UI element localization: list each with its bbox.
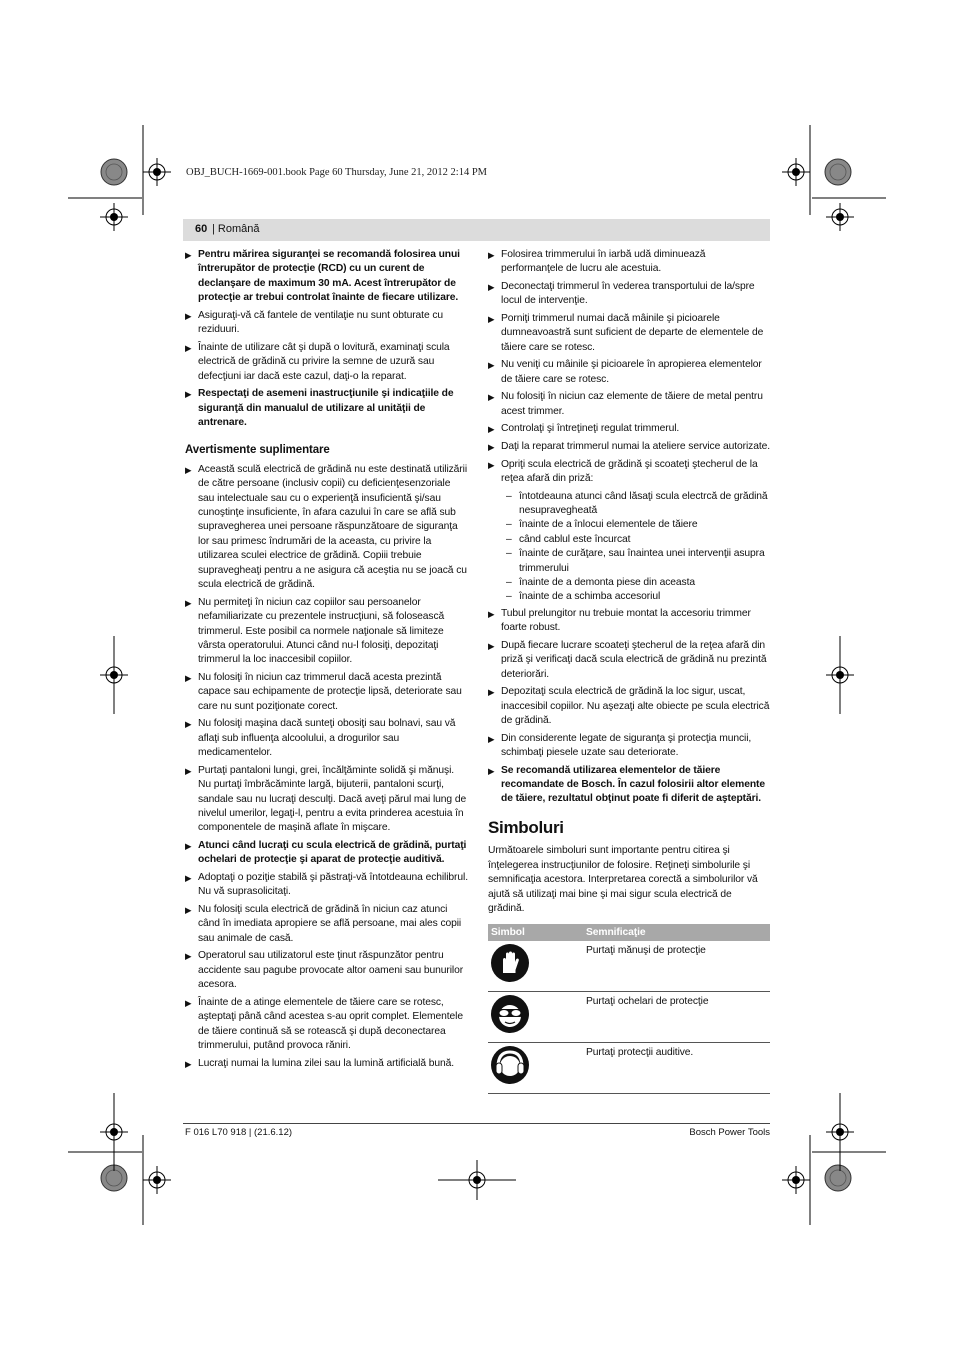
footer-divider xyxy=(183,1123,770,1124)
symbol-cell xyxy=(488,1043,583,1094)
list-item xyxy=(185,717,468,760)
symbols-table xyxy=(488,924,770,1094)
right-top-list xyxy=(488,248,770,486)
table-row xyxy=(488,1043,770,1094)
list-item-text: Operatorul sau utilizatorul este ţinut răspunzător pentru accidente sau pagube provocate altor oameni sau bunurilor acesora. xyxy=(198,950,464,991)
list-item xyxy=(185,996,468,1054)
list-item xyxy=(488,390,770,419)
header-meaning: Semnificaţie xyxy=(583,924,770,941)
list-item xyxy=(185,839,468,868)
bullet-arrow-icon: ▶ xyxy=(185,904,192,915)
list-item xyxy=(185,341,468,384)
bullet-arrow-icon: ▶ xyxy=(488,392,495,403)
list-item xyxy=(488,358,770,387)
list-item xyxy=(185,903,468,946)
list-item xyxy=(488,458,770,487)
bullet-arrow-icon: ▶ xyxy=(488,687,495,698)
dash-marker: – xyxy=(506,533,512,545)
list-item-text: înainte de a demonta piese din aceasta xyxy=(519,577,695,589)
bullet-arrow-icon: ▶ xyxy=(185,464,192,475)
meaning-cell: Purtaţi mănuşi de protecţie xyxy=(583,941,770,992)
sub-list-item xyxy=(488,576,770,590)
list-item xyxy=(488,422,770,436)
footer-brand: Bosch Power Tools xyxy=(689,1127,770,1138)
list-item-text: înainte de a schimba accesoriul xyxy=(519,591,661,603)
symbol-cell xyxy=(488,941,583,992)
bullet-arrow-icon: ▶ xyxy=(185,672,192,683)
dash-marker: – xyxy=(506,519,512,531)
table-row xyxy=(488,941,770,992)
list-item-text: Nu veniţi cu mâinile şi picioarele în apropierea elementelor de tăiere care se rotesc. xyxy=(501,359,762,385)
list-item-text: Folosirea trimmerului în iarbă udă diminuează performanţele de lucru ale acestuia. xyxy=(501,249,706,275)
bullet-arrow-icon: ▶ xyxy=(185,765,192,776)
list-item-text: După fiecare lucrare scoateţi ştecherul de la reţea afară din priză şi verificaţi dacă scula electrică de grădină nu prezintă deteriorări. xyxy=(501,639,767,680)
meaning-cell: Purtaţi ochelari de protecţie xyxy=(583,992,770,1043)
dash-marker: – xyxy=(506,577,512,589)
meaning-cell: Purtaţi protecţii auditive. xyxy=(583,1043,770,1094)
right-sub-list xyxy=(488,490,770,605)
bullet-arrow-icon: ▶ xyxy=(185,597,192,608)
list-item-text: înainte de curăţare, sau înaintea unei intervenţii asupra trimmerului xyxy=(519,548,765,574)
list-item xyxy=(185,764,468,836)
list-item xyxy=(488,764,770,807)
bullet-arrow-icon: ▶ xyxy=(488,250,495,260)
sub-list-item xyxy=(488,547,770,576)
bullet-arrow-icon: ▶ xyxy=(488,282,495,292)
list-item xyxy=(488,732,770,761)
bullet-arrow-icon: ▶ xyxy=(185,872,192,883)
list-item xyxy=(185,309,468,338)
bullet-arrow-icon: ▶ xyxy=(488,424,495,435)
page-number: 60 xyxy=(195,223,208,235)
list-item-text: Atunci când lucraţi cu scula electrică de grădină, purtaţi ochelari de protecţie şi aparat de protecţie auditivă. xyxy=(198,839,467,866)
bullet-arrow-icon: ▶ xyxy=(185,840,192,851)
list-item-text: Tubul prelungitor nu trebuie montat la accesoriu trimmer foarte robust. xyxy=(501,607,751,634)
bullet-arrow-icon: ▶ xyxy=(185,342,192,353)
bullet-arrow-icon: ▶ xyxy=(185,719,192,730)
bullet-arrow-icon: ▶ xyxy=(185,250,192,260)
list-item xyxy=(185,949,468,992)
table-row xyxy=(488,992,770,1043)
page-header-bar xyxy=(183,219,770,241)
list-item-text: Din considerente legate de siguranţa şi protecţia muncii, schimbaţi piesele uzate sau deteriorate. xyxy=(501,732,752,759)
symbols-intro: Următoarele simboluri sunt importante pentru citirea şi înţelegerea instrucţiunilor de folosire. Reţineţi simbolurile şi semnificaţia acestora. Interpretarea corectă a simbolurilor vă ajută să utilizaţi mai bine şi mai sigur scula electrică de grădină. xyxy=(488,845,758,914)
right-column xyxy=(488,248,770,1094)
ear-protection-icon xyxy=(490,1045,530,1085)
bullet-arrow-icon: ▶ xyxy=(488,608,495,619)
list-item xyxy=(185,1057,468,1071)
list-item xyxy=(488,685,770,728)
list-item-text: Nu folosiţi în niciun caz elemente de tăiere de metal pentru acest trimmer. xyxy=(501,391,763,417)
dash-marker: – xyxy=(506,591,512,603)
list-item-text: Asiguraţi-vă că fantele de ventilaţie nu sunt obturate cu reziduuri. xyxy=(198,309,444,336)
safety-goggles-icon xyxy=(490,994,530,1034)
list-item-text: Porniţi trimmerul numai dacă mâinile şi picioarele dumneavoastră sunt suficient de departe de elementele de tăiere care se rotesc. xyxy=(501,313,764,353)
list-item-text: când cablul este încurcat xyxy=(519,533,631,545)
list-item xyxy=(185,463,468,593)
bullet-arrow-icon: ▶ xyxy=(185,951,192,962)
bullet-arrow-icon: ▶ xyxy=(488,765,495,776)
list-item-text: Daţi la reparat trimmerul numai la ateliere service autorizate. xyxy=(501,441,770,452)
list-item xyxy=(488,639,770,682)
symbols-table-header xyxy=(488,924,770,941)
header-symbol: Simbol xyxy=(488,924,583,941)
list-item-text: Se recomandă utilizarea elementelor de tăiere recomandate de Bosch. În cazul folosirii altor elemente de tăiere, rezultatul obţinut poate fi diferit de aşteptări. xyxy=(501,764,766,805)
sub-list-item xyxy=(488,518,770,532)
list-item-text: Această sculă electrică de grădină nu este destinată utilizării de către persoane (inclusiv copii) cu deficienţesenzoriale sau intelectuale sau cu o experienţă insuficientă şi/sau cunoştinţe insuficiente, în afara cazului în care se află sub supravegherea unei persoane răspunzătoare de siguranţa lor sau primesc îndrumări de la aceasta, cu privire la utilizarea sculei electrice de grădină. Copiii trebuie supravegheaţi pentru a ne asigura că aceştia nu se joacă cu scula electrică de grădină. xyxy=(198,463,468,591)
list-item-text: Purtaţi pantaloni lungi, grei, încălţăminte solidă şi mănuşi. Nu purtaţi îmbrăcăminte largă, bijuterii, pantaloni scurţi, sandale sau nu lucraţi desculţi. Dacă aveţi părul mai lung de nivelul umerilor, legaţi-l, pentru a evita prinderea acestuia în componentele de maşină aflate în mişcare. xyxy=(198,764,467,834)
list-item xyxy=(185,671,468,714)
list-item-text: Adoptaţi o poziţie stabilă şi păstraţi-vă întotdeauna echilibrul. Nu vă suprasolicitaţi. xyxy=(198,871,468,898)
language-label: | Română xyxy=(212,223,260,235)
list-item-text: Depozitaţi scula electrică de grădină la loc sigur, uscat, inaccesibil copiilor. Nu aşezaţi alte obiecte pe scula electrică de grădină. xyxy=(501,686,770,727)
right-bottom-list xyxy=(488,607,770,807)
list-item xyxy=(185,871,468,900)
bullet-arrow-icon: ▶ xyxy=(185,1058,192,1069)
list-item-text: Înainte de a atinge elementele de tăiere care se rotesc, aşteptaţi până când acestea s-au oprit complet. Elementele de tăiere continuă să se rotească şi după deconectarea trimmerului, putând provoca răniri. xyxy=(198,996,463,1051)
left-bottom-list xyxy=(185,463,468,1071)
list-item xyxy=(185,596,468,668)
list-item-text: Nu folosiţi scula electrică de grădină în niciun caz atunci când în imediata apropiere se află persoane, mai ales copii sau animale de casă. xyxy=(198,903,462,944)
dash-marker: – xyxy=(506,490,512,502)
list-item xyxy=(488,607,770,636)
list-item-text: Respectaţi de asemeni inastrucţiunile şi indicaţiile de siguranţă din manualul de utilizare al unităţii de antrenare. xyxy=(198,388,454,429)
list-item-text: înainte de a înlocui elementele de tăiere xyxy=(519,519,698,531)
list-item-text: Înainte de utilizare cât şi după o lovitură, examinaţi scula electrică de grădină cu privire la semne de uzură sau defecţiuni iar dacă este cazul, daţi-o la reparat. xyxy=(198,341,450,382)
list-item xyxy=(488,280,770,309)
list-item-text: Nu folosiţi în niciun caz trimmerul dacă acesta prezintă capace sau echipamente de protecţie lipsă, deteriorate sau care nu sunt poziţionate corect. xyxy=(198,671,462,712)
list-item xyxy=(185,387,468,430)
print-info-line: OBJ_BUCH-1669-001.book Page 60 Thursday, June 21, 2012 2:14 PM xyxy=(186,167,487,178)
bullet-arrow-icon: ▶ xyxy=(488,459,495,470)
list-item xyxy=(488,248,770,277)
protective-gloves-icon xyxy=(490,943,530,983)
list-item xyxy=(488,440,770,454)
list-item-text: Pentru mărirea siguranţei se recomandă folosirea unui întrerupător de protecţie (RCD) cu un curent de declanşare de maximum 30 mA. Acest întrerupător de protecţie ar trebui controlat înainte de fiecare utilizare. xyxy=(198,249,460,304)
list-item xyxy=(185,248,468,306)
bullet-arrow-icon: ▶ xyxy=(488,733,495,744)
list-item-text: întotdeauna atunci când lăsaţi scula electrcă de grădină nesupravegheată xyxy=(519,490,768,516)
subheading-additional-warnings: Avertismente suplimentare xyxy=(185,444,330,457)
bullet-arrow-icon: ▶ xyxy=(185,310,192,321)
bullet-arrow-icon: ▶ xyxy=(185,389,192,400)
list-item xyxy=(488,312,770,355)
footer-doc-code: F 016 L70 918 | (21.6.12) xyxy=(185,1127,293,1138)
list-item-text: Nu folosiţi maşina dacă sunteţi obosiţi sau bolnavi, sau vă aflaţi sub influenţa alcoolului, a drogurilor sau medicamentelor. xyxy=(198,718,456,759)
list-item-text: Nu permiteţi în niciun caz copiilor sau persoanelor nefamiliarizate cu prezentele instrucţiuni, să folosească trimmerul. Este posibil ca normele naţionale să limiteze vârsta operatorului. Atunci când nu-l folosiţi, depozitaţi trimmerul la loc inaccesibil copiilor. xyxy=(198,596,445,666)
bullet-arrow-icon: ▶ xyxy=(185,997,192,1008)
dash-marker: – xyxy=(506,548,512,560)
left-top-list xyxy=(185,248,468,430)
symbol-cell xyxy=(488,992,583,1043)
sub-list-item xyxy=(488,533,770,547)
bullet-arrow-icon: ▶ xyxy=(488,640,495,651)
bullet-arrow-icon: ▶ xyxy=(488,360,495,371)
left-column xyxy=(185,248,468,1074)
list-item-text: Deconectaţi trimmerul în vederea transportului de la/spre locul de intervenţie. xyxy=(501,281,755,307)
section-title-symbols: Simboluri xyxy=(488,817,564,837)
sub-list-item xyxy=(488,590,770,604)
list-item-text: Controlaţi şi întreţineţi regulat trimmerul. xyxy=(501,423,680,435)
bullet-arrow-icon: ▶ xyxy=(488,314,495,324)
bullet-arrow-icon: ▶ xyxy=(488,442,495,452)
list-item-text: Opriţi scula electrică de grădină şi scoateţi ştecherul de la reţea afară din priză: xyxy=(501,458,758,484)
list-item-text: Lucraţi numai la lumina zilei sau la lumină artificială bună. xyxy=(198,1057,455,1069)
sub-list-item xyxy=(488,490,770,519)
